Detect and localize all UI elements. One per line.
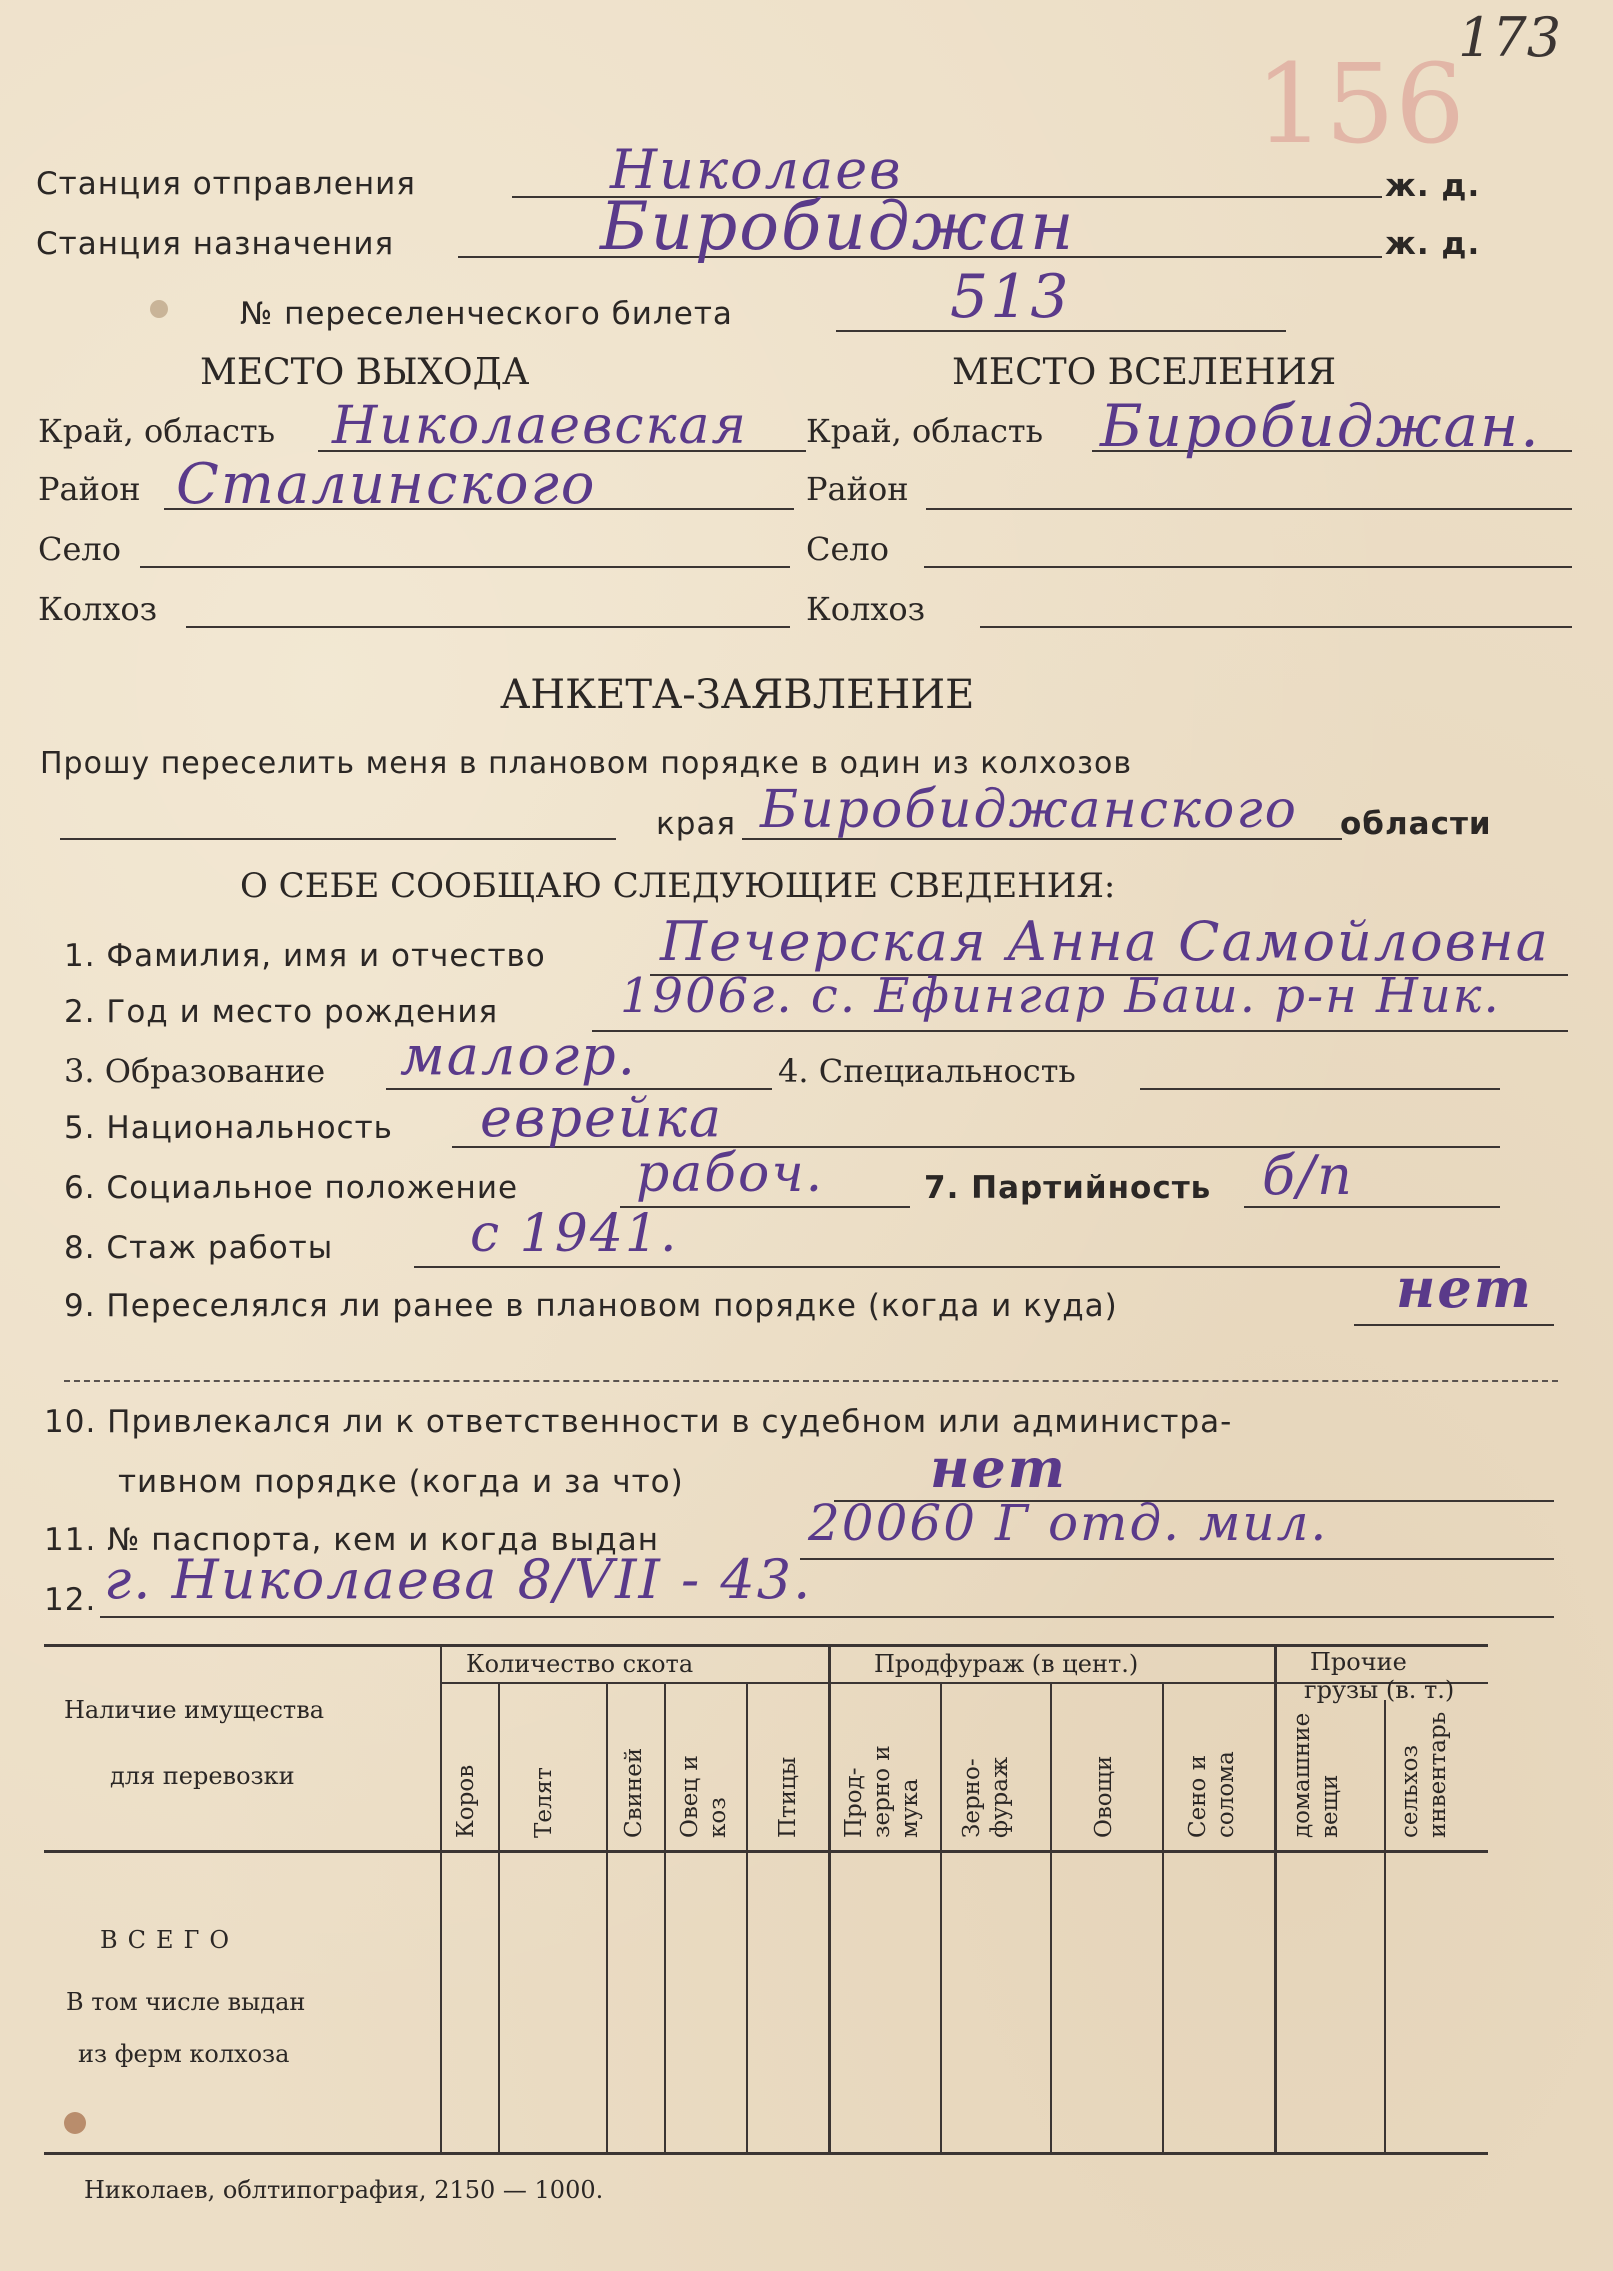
q8-answer: с 1941. <box>470 1204 679 1264</box>
q9-label: 9. Переселялся ли ранее в плановом порядке (когда и куда) <box>64 1288 1118 1324</box>
col-header-calves: Телят <box>531 1767 557 1838</box>
exit-village-label: Село <box>38 530 122 568</box>
ticket-value: 513 <box>950 262 1071 332</box>
col-divider <box>746 1682 748 2152</box>
col-divider <box>1274 1644 1277 2152</box>
col-header-grain: Прод-зерно и мука <box>841 1745 923 1838</box>
q1-answer: Печерская Анна Самойловна <box>660 910 1550 973</box>
col-divider <box>498 1682 500 2152</box>
col-header-household: домашние вещи <box>1289 1712 1343 1838</box>
departure-value: Николаев <box>610 138 903 201</box>
col-divider <box>664 1682 666 2152</box>
entry-district-line <box>926 508 1572 510</box>
col-header-fodder: Зерно-фураж <box>959 1756 1013 1838</box>
q4-line <box>1140 1088 1500 1090</box>
q9-answer: нет <box>1396 1256 1533 1320</box>
col-header-sheep: Овец и коз <box>677 1755 731 1838</box>
page-number: 173 <box>1458 6 1562 69</box>
property-label-2: для перевозки <box>110 1762 295 1790</box>
q1-label: 1. Фамилия, имя и отчество <box>64 938 546 974</box>
exit-village-line <box>140 566 790 568</box>
q12-label: 12. <box>44 1582 97 1618</box>
q11-label: 11. № паспорта, кем и когда выдан <box>44 1522 659 1558</box>
exit-kolkhoz-label: Колхоз <box>38 590 158 628</box>
q12-line <box>100 1616 1554 1618</box>
col-divider <box>1162 1682 1164 2152</box>
col-divider <box>1384 1700 1386 2152</box>
form-title: АНКЕТА-ЗАЯВЛЕНИЕ <box>500 672 975 718</box>
exit-district-label: Район <box>38 470 141 508</box>
entry-region-label: Край, область <box>806 412 1043 450</box>
table-bottom-border <box>44 2152 1488 2155</box>
q9-continuation-line <box>64 1380 1558 1382</box>
q5-answer: еврейка <box>480 1086 724 1149</box>
group-other-1: Прочие <box>1310 1648 1407 1676</box>
group-fodder: Продфураж (в цент.) <box>874 1650 1139 1678</box>
q7-label: 7. Партийность <box>924 1170 1212 1206</box>
q11-answer: 20060 Г отд. мил. <box>808 1494 1329 1552</box>
about-title: О СЕБЕ СООБЩАЮ СЛЕДУЮЩИЕ СВЕДЕНИЯ: <box>240 866 1116 906</box>
entry-village-label: Село <box>806 530 890 568</box>
q4-label: 4. Специальность <box>778 1052 1076 1090</box>
incl-label-1: В том числе выдан <box>66 1988 306 2016</box>
total-label: ВСЕГО <box>100 1926 240 1954</box>
request-blank-line <box>60 838 616 840</box>
col-divider <box>440 1644 442 2152</box>
request-text: Прошу переселить меня в плановом порядке в один из колхозов <box>40 746 1133 781</box>
q11-line <box>800 1558 1554 1560</box>
col-divider <box>1050 1682 1052 2152</box>
kraya-value: Биробиджанского <box>760 780 1298 840</box>
q8-line <box>414 1266 1500 1268</box>
q10-label-line1: 10. Привлекался ли к ответственности в судебном или администра- <box>44 1404 1233 1440</box>
destination-label: Станция назначения <box>36 226 395 262</box>
ticket-label: № переселенческого билета <box>240 296 733 332</box>
group-livestock: Количество скота <box>466 1650 694 1678</box>
q9-line <box>1354 1324 1554 1326</box>
entry-district-label: Район <box>806 470 909 508</box>
q12-answer: г. Николаева 8/VII - 43. <box>104 1548 813 1611</box>
oblasti-label: области <box>1340 806 1492 842</box>
entry-region-value: Биробиджан. <box>1100 392 1541 460</box>
q10-answer: нет <box>930 1436 1067 1500</box>
q6-label: 6. Социальное положение <box>64 1170 519 1206</box>
q2-line <box>592 1030 1568 1032</box>
kraya-label: края <box>656 806 737 842</box>
destination-rail: ж. д. <box>1385 226 1481 262</box>
imprint: Николаев, облтипография, 2150 — 1000. <box>84 2176 604 2204</box>
q8-label: 8. Стаж работы <box>64 1230 334 1266</box>
exit-district-value: Сталинского <box>176 452 597 517</box>
group-other-2: грузы (в. т.) <box>1304 1676 1455 1704</box>
q10-label-line2: тивном порядке (когда и за что) <box>118 1464 684 1500</box>
q6-answer: рабоч. <box>636 1144 825 1204</box>
stamp-number: 156 <box>1255 40 1465 168</box>
col-divider <box>606 1682 608 2152</box>
departure-label: Станция отправления <box>36 166 416 202</box>
col-header-vegetables: Овощи <box>1091 1755 1117 1838</box>
col-header-tools: сельхоз инвентарь <box>1397 1711 1451 1838</box>
table-top-border <box>44 1644 1488 1647</box>
binder-hole <box>64 2112 86 2134</box>
q2-label: 2. Год и место рождения <box>64 994 499 1030</box>
q5-label: 5. Национальность <box>64 1110 393 1146</box>
entry-kolkhoz-label: Колхоз <box>806 590 926 628</box>
destination-value: Биробиджан <box>600 188 1076 265</box>
exit-kolkhoz-line <box>186 626 790 628</box>
departure-rail: ж. д. <box>1385 168 1481 204</box>
col-header-cows: Коров <box>453 1764 479 1838</box>
q3-answer: малогр. <box>400 1024 637 1087</box>
exit-title: МЕСТО ВЫХОДА <box>200 352 530 393</box>
col-divider <box>828 1644 831 2152</box>
q7-answer: б/п <box>1262 1144 1354 1207</box>
col-header-hay: Сено и солома <box>1185 1751 1239 1838</box>
binder-hole <box>150 300 168 318</box>
q2-answer: 1906г. с. Ефингар Баш. р-н Ник. <box>620 968 1501 1024</box>
entry-village-line <box>924 566 1572 568</box>
q3-label: 3. Образование <box>64 1052 326 1090</box>
property-label-1: Наличие имущества <box>64 1696 325 1724</box>
col-header-pigs: Свиней <box>621 1747 647 1838</box>
col-header-birds: Птицы <box>775 1756 801 1838</box>
exit-region-value: Николаевская <box>332 396 748 456</box>
entry-title: МЕСТО ВСЕЛЕНИЯ <box>952 352 1337 393</box>
incl-label-2: из ферм колхоза <box>78 2040 290 2068</box>
col-divider <box>940 1682 942 2152</box>
table-header-bottom <box>44 1850 1488 1853</box>
entry-kolkhoz-line <box>980 626 1572 628</box>
exit-region-label: Край, область <box>38 412 275 450</box>
